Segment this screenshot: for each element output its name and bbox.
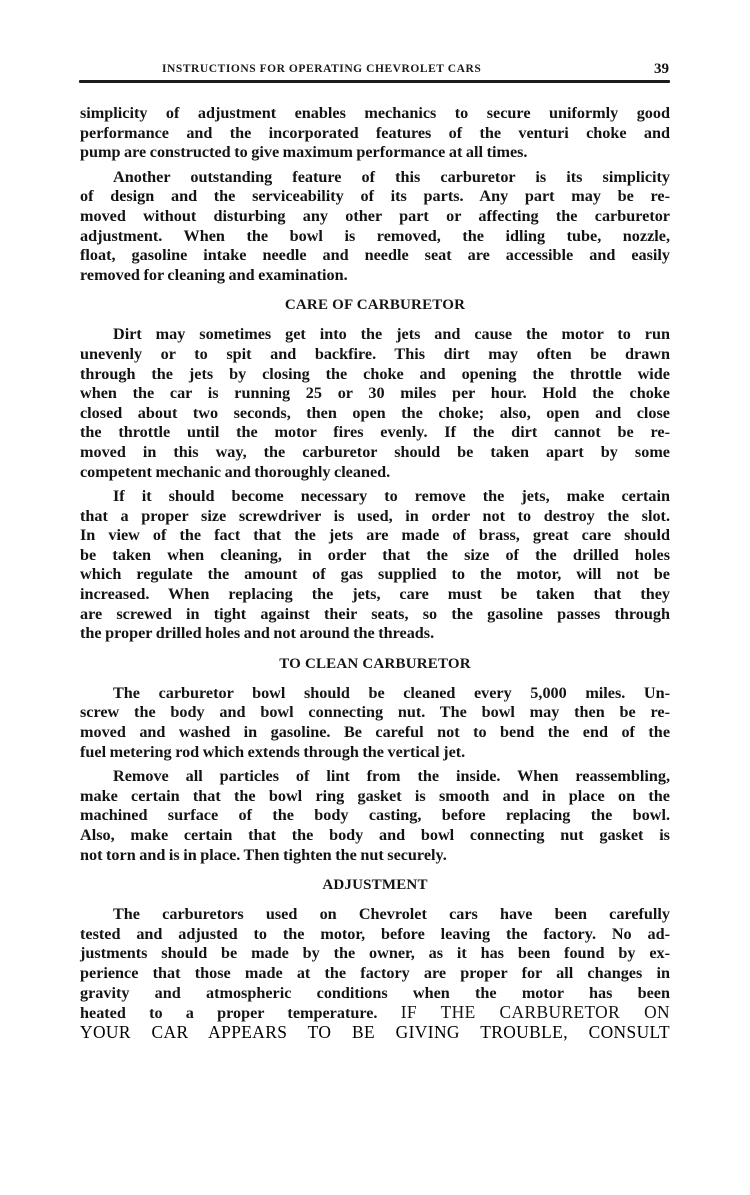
section-care-of-carburetor bbox=[80, 296, 670, 644]
text-line: Another outstanding feature of this carburetor is its simplicity bbox=[113, 167, 670, 186]
text-line: unevenly or to spit and backfire. This dirt may often be drawn bbox=[80, 344, 670, 363]
text-line: which regulate the amount of gas supplied to the motor, will not be bbox=[80, 565, 670, 584]
text-line: moved in this way, the carburetor should be taken apart by some bbox=[80, 442, 670, 461]
text-line: through the jets by closing the choke and opening the throttle wide bbox=[80, 364, 670, 383]
text-line: tested and adjusted to the motor, before leaving the factory. No ad- bbox=[80, 924, 670, 943]
text-line: make certain that the bowl ring gasket is smooth and in place on the bbox=[80, 786, 670, 805]
text-line: moved and washed in gasoline. Be careful not to bend the end of the bbox=[80, 723, 670, 742]
text-line: not torn and is in place. Then tighten the nut securely. bbox=[80, 845, 447, 864]
text-line: competent mechanic and thoroughly cleaned. bbox=[80, 462, 391, 481]
text-line: that a proper size screwdriver is used, in order not to destroy the slot. bbox=[80, 506, 670, 525]
paragraph bbox=[80, 325, 670, 482]
header-rule bbox=[79, 80, 670, 83]
text-line: performance and the incorporated features of the venturi choke and bbox=[80, 123, 670, 142]
text-line: of design and the serviceability of its parts. Any part may be re- bbox=[80, 187, 670, 206]
paragraph bbox=[80, 905, 670, 1042]
page-number: 39 bbox=[654, 61, 669, 77]
text-line: the proper drilled holes and not around the threads. bbox=[80, 624, 435, 643]
text-line: are screwed in tight against their seats, so the gasoline passes through bbox=[80, 604, 670, 623]
section-heading: ADJUSTMENT bbox=[322, 877, 428, 894]
paragraph bbox=[80, 684, 670, 762]
text-line: adjustment. When the bowl is removed, the idling tube, nozzle, bbox=[80, 226, 670, 245]
text-line: fuel metering rod which extends through the vertical jet. bbox=[80, 742, 466, 761]
text-line: YOUR CAR APPEARS TO BE GIVING TROUBLE, CONSULT bbox=[80, 1021, 670, 1042]
running-header bbox=[80, 63, 670, 79]
paragraph bbox=[80, 168, 670, 286]
text-line: simplicity of adjustment enables mechanics to secure uniformly good bbox=[80, 104, 670, 122]
text-line: justments should be made by the owner, as it has been found by ex- bbox=[80, 944, 670, 963]
body-text bbox=[80, 104, 670, 1047]
paragraph bbox=[80, 767, 670, 865]
text-line: closed about two seconds, then open the choke; also, open and close bbox=[80, 403, 670, 422]
text-fragment: heated to a proper temperature. bbox=[80, 1004, 378, 1023]
text-line: The carburetor bowl should be cleaned every 5,000 miles. Un- bbox=[113, 683, 670, 702]
text-line: Remove all particles of lint from the inside. When reassembling, bbox=[113, 767, 670, 786]
text-line: float, gasoline intake needle and needle seat are accessible and easily bbox=[80, 246, 670, 265]
text-line: increased. When replacing the jets, care must be taken that they bbox=[80, 585, 670, 604]
text-line: machined surface of the body casting, before replacing the bowl. bbox=[80, 806, 670, 825]
paragraph bbox=[80, 487, 670, 644]
text-line: gravity and atmospheric conditions when the motor has been bbox=[80, 983, 670, 1002]
text-line: If it should become necessary to remove the jets, make certain bbox=[113, 487, 670, 506]
text-line: Dirt may sometimes get into the jets and cause the motor to run bbox=[113, 325, 670, 344]
text-line: screw the body and bowl connecting nut. The bowl may then be re- bbox=[80, 703, 670, 722]
text-line: The carburetors used on Chevrolet cars have been carefully bbox=[113, 905, 670, 924]
section-adjustment bbox=[80, 876, 670, 1042]
text-line: removed for cleaning and examination. bbox=[80, 265, 348, 284]
section-heading: CARE OF CARBURETOR bbox=[284, 297, 466, 314]
text-line: the throttle until the motor fires evenly. If the dirt cannot be re- bbox=[80, 423, 670, 442]
running-title: INSTRUCTIONS FOR OPERATING CHEVROLET CARS bbox=[162, 63, 482, 75]
paragraph bbox=[80, 104, 670, 163]
text-line: moved without disturbing any other part or affecting the carburetor bbox=[80, 206, 670, 225]
text-line: In view of the fact that the jets are made of brass, great care should bbox=[80, 526, 670, 545]
text-line bbox=[80, 1003, 670, 1023]
caps-warning-fragment: IF THE CARBURETOR ON bbox=[400, 1002, 670, 1023]
caps-warning bbox=[80, 1023, 670, 1043]
text-line: be taken when cleaning, in order that the size of the drilled holes bbox=[80, 545, 670, 564]
text-line: when the car is running 25 or 30 miles per hour. Hold the choke bbox=[80, 384, 670, 403]
text-line: perience that those made at the factory are proper for all changes in bbox=[80, 963, 670, 982]
section-heading: TO CLEAN CARBURETOR bbox=[279, 655, 471, 672]
text-line: Also, make certain that the body and bowl connecting nut gasket is bbox=[80, 826, 670, 844]
text-line: pump are constructed to give maximum performance at all times. bbox=[80, 143, 528, 162]
section-to-clean-carburetor bbox=[80, 655, 670, 865]
